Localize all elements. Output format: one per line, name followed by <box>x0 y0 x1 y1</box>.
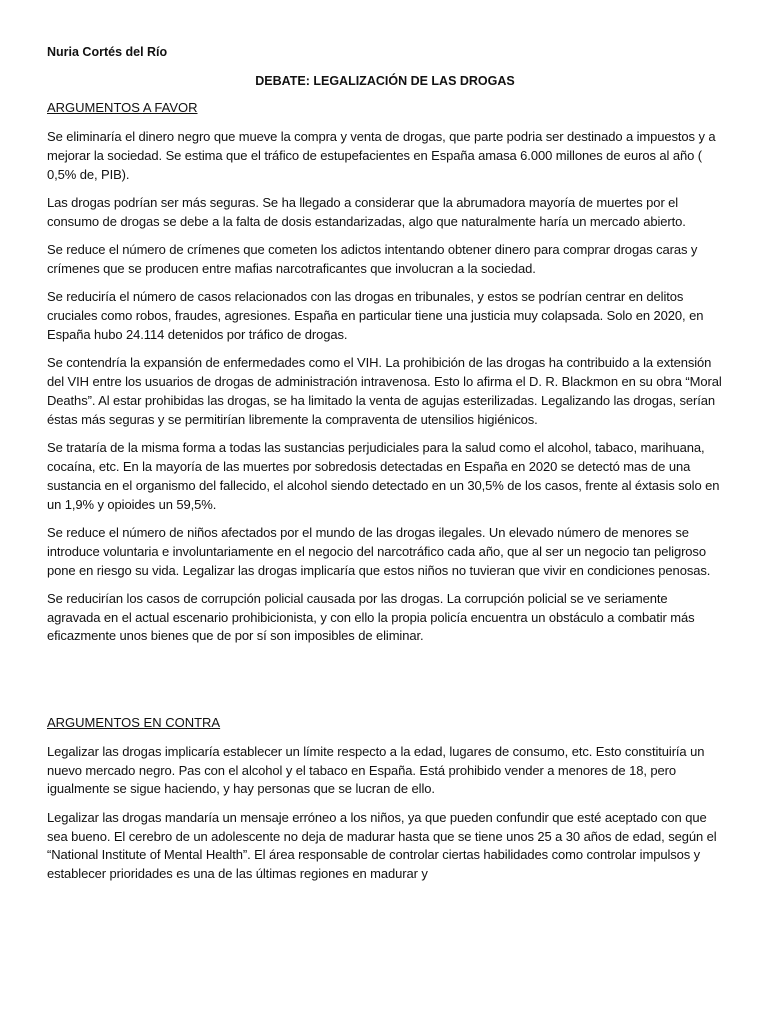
favor-paragraph: Se reduciría el número de casos relacionados con las drogas en tribunales, y estos se podrían centrar en delitos cruciales como robos, fraudes, agresiones. España en particular tiene una justicia muy colapsada. Solo en 2020, en España hubo 24.114 detenidos por tráfico de drogas. <box>47 289 704 342</box>
contra-paragraph: Legalizar las drogas implicaría establecer un límite respecto a la edad, lugares de consumo, etc. Esto constituiría un nuevo mercado negro. Pas con el alcohol y el tabaco en España. Está prohibido vender a menores de 18, pero igualmente se sigue haciendo, y hay personas que se lucran de ello. <box>47 743 705 797</box>
section-heading-contra: ARGUMENTOS EN CONTRA <box>47 714 221 730</box>
contra-paragraph: Legalizar las drogas mandaría un mensaje erróneo a los niños, ya que pueden confundir que esté aceptado con que sea bueno. El cerebro de un adolescente no deja de madurar hasta que se tiene unos 25 a 30 años de edad, según el “National Institute of Mental Health”. El área responsable de controlar ciertas habilidades como controlar impulsos y establecer prioridades es una de las últimas regiones en madurar y <box>47 809 717 882</box>
favor-paragraph: Las drogas podrían ser más seguras. Se ha llegado a considerar que la abrumadora mayoría de muertes por el consumo de drogas se debe a la falta de dosis estandarizadas, algo que naturalmente haría un mercado abierto. <box>47 194 686 229</box>
section-heading-favor: ARGUMENTOS A FAVOR <box>47 100 198 115</box>
favor-paragraph: Se contendría la expansión de enfermedades como el VIH. La prohibición de las drogas ha contribuido a la extensión del VIH entre los usuarios de drogas de administración intravenosa. Esto lo afirma el D. R. Blackmon en su obra “Moral Deaths”. Al estar prohibidas las drogas, se ha limitado la venta de agujas esterilizadas. Legalizando las drogas, serían éstas más seguras y se permitirían libremente la compraventa de utensilios higiénicos. <box>47 355 722 427</box>
favor-paragraph: Se reduce el número de niños afectados por el mundo de las drogas ilegales. Un elevado número de menores se introduce voluntaria e involuntariamente en el negocio del narcotráfico cada año, que al ser un negocio tan peligroso pone en riesgo su vida. Legalizar las drogas implicaría que estos niños no tuvieran que vivir en condiciones penosas. <box>47 524 711 578</box>
favor-paragraph: Se reducirían los casos de corrupción policial causada por las drogas. La corrupción policial se ve seriamente agravada en el actual escenario prohibicionista, y con ello la propia policía encuentra un obstáculo a combatir más eficazmente unos bienes que de por sí son imposibles de eliminar. <box>47 590 695 644</box>
author-name: Nuria Cortés del Río <box>47 45 168 59</box>
document-title: DEBATE: LEGALIZACIÓN DE LAS DROGAS <box>255 74 515 88</box>
favor-paragraph: Se trataría de la misma forma a todas las sustancias perjudiciales para la salud como el alcohol, tabaco, marihuana, cocaína, etc. En la mayoría de las muertes por sobredosis detectadas en España en 2020 se detectó mas de una sustancia en el organismo del fallecido, el alcohol siendo detectado en un 30,5% de los casos, frente al éxtasis solo en un 1,9% y opioides un 59,5%. <box>47 440 720 512</box>
section-spacer <box>47 656 723 714</box>
document-page <box>47 44 723 894</box>
favor-paragraph: Se reduce el número de crímenes que cometen los adictos intentando obtener dinero para comprar drogas caras y crímenes que se producen entre mafias narcotraficantes que involucran a la sociedad. <box>47 242 698 276</box>
favor-paragraph: Se eliminaría el dinero negro que mueve la compra y venta de drogas, que parte podria ser destinado a impuestos y a mejorar la sociedad. Se estima que el tráfico de estupefacientes en España amasa 6.000 millones de euros al año ( 0,5% de, PIB). <box>47 129 716 182</box>
